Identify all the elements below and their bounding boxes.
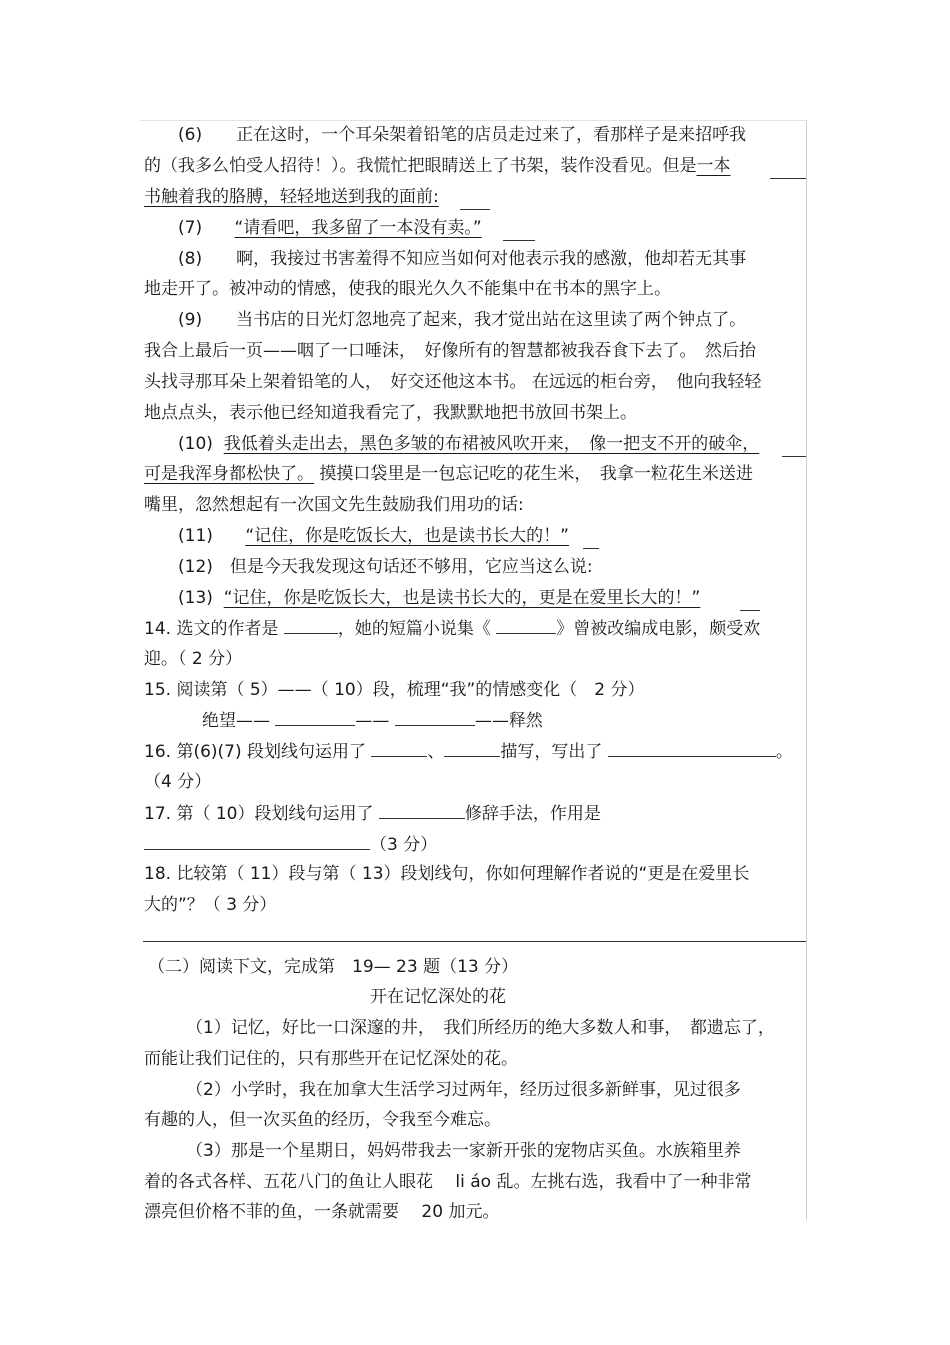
article-paragraph-2-line-2: 有趣的人，但一次买鱼的经历，令我至今难忘。 (144, 1110, 501, 1130)
article-paragraph-1-line-1: （1）记忆，好比一口深邃的井， 我们所经历的绝大多数人和事， 都遗忘了， (186, 1018, 775, 1038)
question-16-line-1 (144, 740, 793, 763)
question-17-text: 17. 第（ 10）段划线句运用了 (144, 804, 379, 824)
paragraph-8-line-1: (8) 啊，我接过书害羞得不知应当如何对他表示我的感激，他却若无其事 (178, 249, 747, 269)
question-16-text: 。 (775, 742, 793, 762)
paragraph-13-line (178, 587, 700, 609)
underlined-sentence-6-end: 书触着我的胳膊，轻轻地送到我的面前: (144, 187, 439, 207)
question-14-text: 14. 选文的作者是 (144, 619, 284, 639)
section-2-heading: （二）阅读下文，完成第 19— 23 题（13 分） (148, 957, 519, 977)
underline-extension (770, 178, 806, 179)
question-17-score: （3 分） (370, 835, 438, 855)
answer-blank-collection[interactable] (496, 617, 556, 634)
question-14-text: 》曾被改编成电影，颇受欢 (556, 619, 761, 639)
question-17-line-2 (144, 833, 437, 856)
underlined-sentence-11: “记住，你是吃饭长大，也是读书长大的！” (245, 526, 569, 546)
underlined-sentence-7: “请看吧，我多留了一本没有卖。” (234, 218, 482, 238)
paragraph-10-line-2 (144, 463, 753, 485)
question-16-text: 描写，写出了 (500, 742, 608, 762)
article-paragraph-1-line-2: 而能让我们记住的，只有那些开在记忆深处的花。 (144, 1049, 518, 1069)
question-18-line-1: 18. 比较第（ 11）段与第（ 13）段划线句，你如何理解作者说的“更是在爱里长 (144, 864, 750, 884)
question-14-text: ，她的短篇小说集《 (337, 619, 497, 639)
question-18-line-2: 大的”？（ 3 分） (144, 895, 277, 915)
answer-blank-description-2[interactable] (444, 740, 500, 757)
underlined-sentence-10-start: 我低着头走出去，黑色多皱的布裙被风吹开来， 像一把支不开的破伞， (223, 434, 760, 454)
question-14-line-1 (144, 617, 760, 640)
question-15-line-2 (202, 709, 543, 732)
question-15-line-1: 15. 阅读第（ 5）——（ 10）段，梳理“我”的情感变化（ 2 分） (144, 680, 645, 700)
paragraph-11-number: (11) (178, 526, 213, 546)
underlined-sentence-10-end: 可是我浑身都松快了。 (144, 464, 314, 484)
answer-blank-emotion-2[interactable] (395, 709, 475, 726)
paragraph-9-line-3: 头找寻那耳朵上架着铅笔的人， 好交还他这本书。 在远远的柜台旁， 他向我轻轻 (144, 372, 762, 392)
paragraph-9-line-2: 我合上最后一页——咽了一口唾沫， 好像所有的智慧都被我吞食下去了。 然后抬 (144, 341, 756, 361)
question-17-text: 修辞手法，作用是 (464, 804, 601, 824)
article-paragraph-3-line-3: 漂亮但价格不菲的鱼，一条就需要 20 加元。 (144, 1202, 500, 1222)
paragraph-9-line-1: (9) 当书店的日光灯忽地亮了起来，我才觉出站在这里读了两个钟点了。 (178, 310, 747, 330)
article-paragraph-3-line-2: 着的各式各样、五花八门的鱼让人眼花 li áo 乱。左挑右选，我看中了一种非常 (144, 1172, 752, 1192)
paragraph-6-line-2 (144, 155, 731, 177)
question-14-line-2: 迎。（ 2 分） (144, 649, 243, 669)
underlined-sentence-6-start: 一本 (696, 156, 731, 176)
answer-blank-emotion-1[interactable] (275, 709, 355, 726)
underline-extension (740, 610, 760, 611)
article-paragraph-2-line-1: （2）小学时，我在加拿大生活学习过两年，经历过很多新鲜事，见过很多 (186, 1080, 741, 1100)
question-16-line-2: （4 分） (144, 772, 212, 792)
paragraph-6-text: 的（我多么怕受人招待！）。我慌忙把眼睛送上了书架，装作没看见。但是 (144, 156, 697, 176)
question-16-text: 16. 第(6)(7) 段划线句运用了 (144, 742, 372, 762)
paragraph-7-number: (7) (178, 218, 203, 238)
underline-extension (503, 240, 535, 241)
paragraph-12-line: (12) 但是今天我发现这句话还不够用，它应当这么说: (178, 557, 593, 577)
paragraph-11-line (178, 525, 569, 547)
answer-blank-rhetoric[interactable] (379, 802, 465, 819)
paragraph-7-line (178, 217, 482, 239)
section-divider (143, 941, 806, 942)
paragraph-10-text: 摸摸口袋里是一包忘记吃的花生米， 我拿一粒花生米送进 (314, 464, 753, 484)
emotion-end: ——释然 (474, 711, 543, 731)
question-16-text: 、 (427, 742, 445, 762)
underlined-sentence-13: “记住，你是吃饭长大，也是读书长大的，更是在爱里长大的！” (223, 588, 701, 608)
question-17-line-1 (144, 802, 601, 825)
paragraph-10-line-1 (178, 433, 759, 455)
article-paragraph-3-line-1: （3）那是一个星期日，妈妈带我去一家新开张的宠物店买鱼。水族箱里养 (186, 1141, 741, 1161)
emotion-arrow: —— (355, 711, 395, 731)
answer-blank-description-1[interactable] (371, 740, 427, 757)
paragraph-9-line-4: 地点点头，表示他已经知道我看完了，我默默地把书放回书架上。 (144, 403, 637, 423)
underline-extension (583, 548, 599, 549)
answer-blank-function[interactable] (144, 833, 370, 850)
emotion-start: 绝望—— (202, 711, 276, 731)
underline-extension (782, 456, 806, 457)
answer-blank-author[interactable] (284, 617, 338, 634)
paragraph-8-line-2: 地走开了。被冲动的情感，使我的眼光久久不能集中在书本的黑字上。 (144, 279, 671, 299)
answer-blank-effect[interactable] (608, 740, 776, 757)
paragraph-10-line-3: 嘴里，忽然想起有一次国文先生鼓励我们用功的话: (144, 495, 524, 515)
paragraph-13-number: (13) (178, 588, 213, 608)
paragraph-6-line-1: (6) 正在这时，一个耳朵架着铅笔的店员走过来了，看那样子是来招呼我 (178, 125, 747, 145)
underline-extension (460, 209, 490, 210)
article-title: 开在记忆深处的花 (370, 987, 506, 1007)
paragraph-10-number: (10) (178, 434, 213, 454)
frame-top-border (140, 120, 806, 121)
frame-right-border (806, 120, 807, 1220)
